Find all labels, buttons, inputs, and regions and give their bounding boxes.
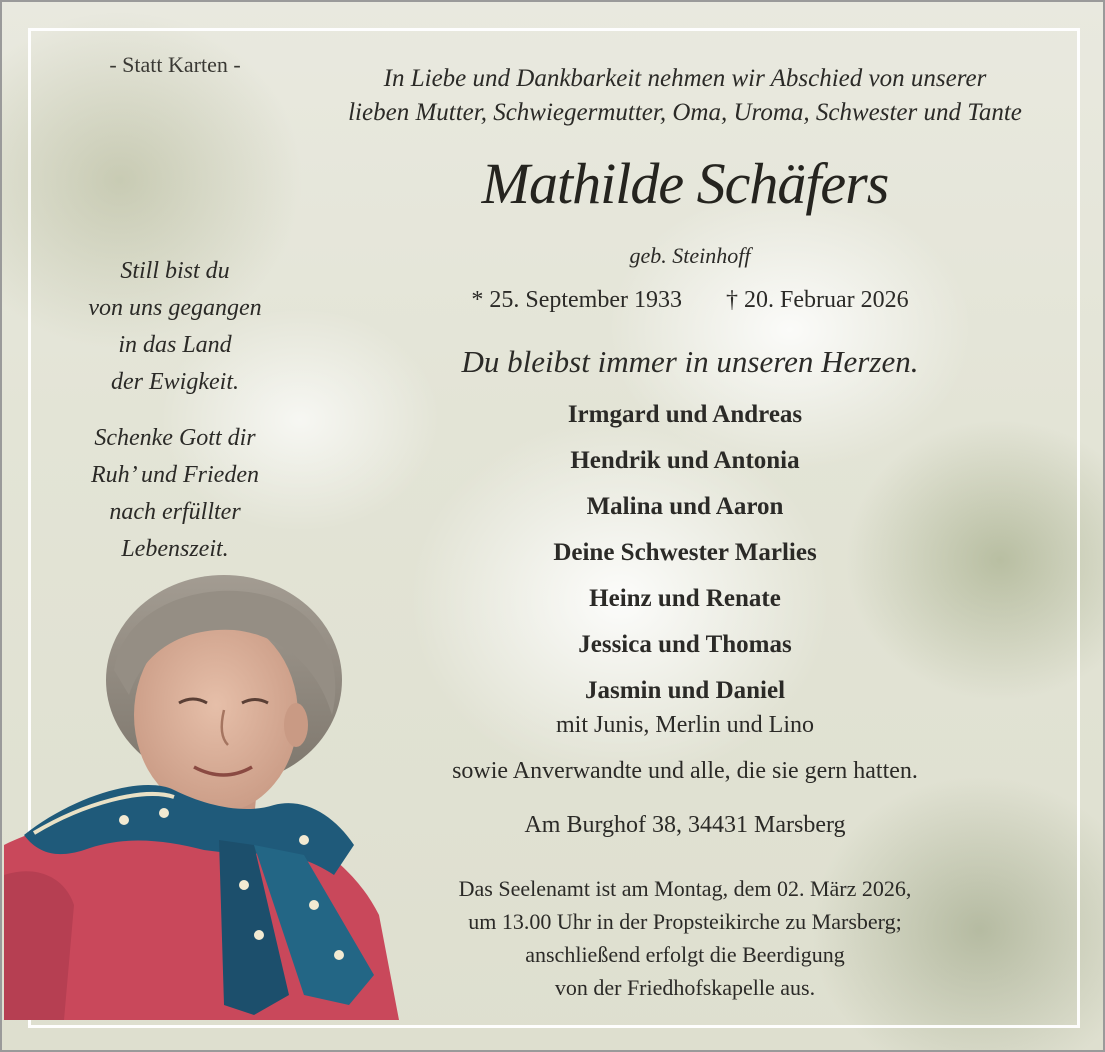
intro-line: In Liebe und Dankbarkeit nehmen wir Abschied von unserer (383, 65, 987, 92)
birth-date: * 25. September 1933 (471, 287, 682, 313)
mourner-entry: Malina und Aaron (586, 493, 784, 520)
motto: Du bleibst immer in unseren Herzen. (461, 344, 919, 379)
service-line: um 13.00 Uhr in der Propsteikirche zu Marsberg; (468, 909, 902, 934)
poem-line: von uns gegangen (88, 295, 262, 321)
poem-line: der Ewigkeit. (111, 369, 239, 395)
life-dates (380, 287, 1000, 314)
poem-stanza-1 (50, 253, 300, 401)
service-line: von der Friedhofskapelle aus. (554, 975, 816, 1000)
mourner-entry: Heinz und Renate (589, 585, 781, 612)
poem-line: Schenke Gott dir (94, 425, 256, 451)
service-line: anschließend erfolgt die Beerdigung (525, 942, 845, 967)
poem-line: Ruh’ und Frieden (91, 462, 259, 488)
death-date: † 20. Februar 2026 (726, 287, 909, 313)
mourner-entry: Deine Schwester Marlies (553, 539, 817, 566)
grandchildren-line: mit Junis, Merlin und Lino (556, 712, 814, 738)
mourners-list (430, 396, 940, 718)
relatives-line: sowie Anverwandte und alle, die sie gern hatten. (452, 758, 918, 784)
intro-text (300, 62, 1070, 130)
deceased-name: Mathilde Schäfers (481, 151, 889, 216)
mourner-entry: Jessica und Thomas (578, 631, 792, 658)
mourner-entry: Irmgard und Andreas (567, 401, 803, 428)
poem-line: Lebenszeit. (121, 536, 229, 562)
portrait-photo (4, 575, 399, 1020)
poem-stanza-2 (50, 420, 300, 568)
poem-line: Still bist du (120, 258, 230, 284)
statt-karten-note: - Statt Karten - (109, 52, 241, 77)
service-info (360, 872, 1010, 1004)
poem-line: in das Land (118, 332, 232, 358)
intro-line: lieben Mutter, Schwiegermutter, Oma, Uroma, Schwester und Tante (348, 99, 1022, 126)
mourner-entry: Hendrik und Antonia (570, 447, 800, 474)
mourner-entry: Jasmin und Daniel (584, 677, 786, 704)
poem-line: nach erfüllter (109, 499, 241, 525)
service-line: Das Seelenamt ist am Montag, dem 02. März 2026, (458, 876, 912, 901)
address: Am Burghof 38, 34431 Marsberg (524, 812, 846, 838)
maiden-name: geb. Steinhoff (629, 243, 751, 268)
